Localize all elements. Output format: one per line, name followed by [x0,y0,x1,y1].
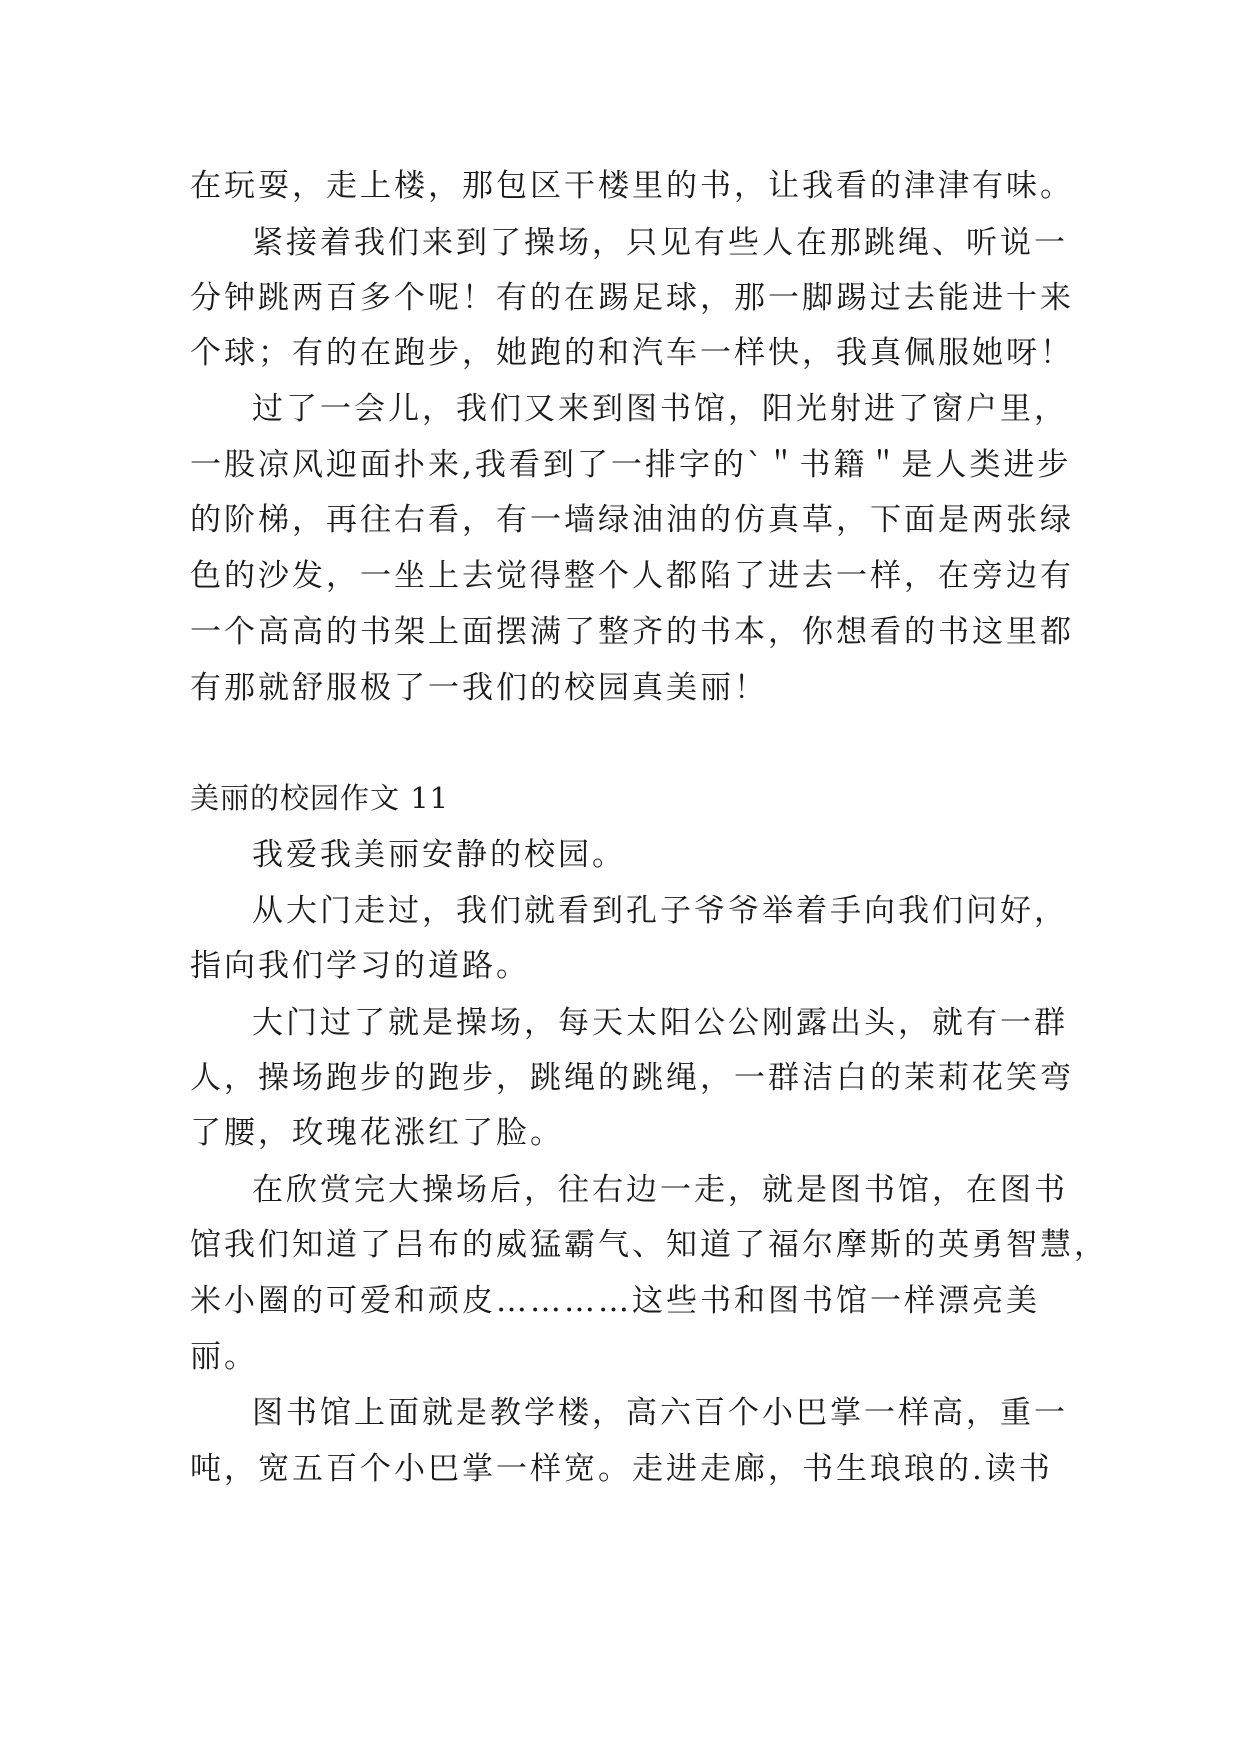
text-line: 过了一会儿，我们又来到图书馆，阳光射进了窗户里， [252,391,1068,427]
text-line: 有那就舒服极了一我们的校园真美丽！ [190,670,768,706]
text-line: 个球；有的在跑步，她跑的和汽车一样快，我真佩服她呀！ [190,335,1074,371]
text-line: 在玩耍，走上楼，那包区干楼里的书，让我看的津津有味。 [190,168,1074,204]
text-line: 在欣赏完大操场后，往右边一走，就是图书馆，在图书 [252,1172,1068,1208]
text-line: 了腰，玫瑰花涨红了脸。 [190,1115,564,1151]
text-line: 我爱我美丽安静的校园。 [252,837,626,873]
text-line: 图书馆上面就是教学楼，高六百个小巴掌一样高，重一 [252,1395,1068,1431]
text-line: 色的沙发，一坐上去觉得整个人都陷了进去一样，在旁边有 [190,558,1074,594]
text-line: 紧接着我们来到了操场，只见有些人在那跳绳、听说一 [252,225,1068,261]
text-line: 大门过了就是操场，每天太阳公公刚露出头，就有一群 [252,1005,1068,1041]
text-line: 一股凉风迎面扑来,我看到了一排字的`＂书籍＂是人类进步 [190,447,1072,483]
text-line: 从大门走过，我们就看到孔子爷爷举着手向我们问好， [252,893,1068,929]
text-line: 分钟跳两百多个呢！有的在踢足球，那一脚踢过去能进十来 [190,280,1074,316]
text-line: 米小圈的可爱和顽皮…………这些书和图书馆一样漂亮美 [190,1283,1040,1319]
text-line: 的阶梯，再往右看，有一墙绿油油的仿真草，下面是两张绿 [190,502,1074,538]
text-line: 馆我们知道了吕布的威猛霸气、知道了福尔摩斯的英勇智慧， [190,1227,1108,1263]
section-heading: 美丽的校园作文 11 [190,781,450,815]
text-line: 丽。 [190,1339,258,1375]
text-line: 一个高高的书架上面摆满了整齐的书本，你想看的书这里都 [190,614,1074,650]
text-line: 指向我们学习的道路。 [190,948,530,984]
text-line: 吨，宽五百个小巴掌一样宽。走进走廊，书生琅琅的.读书 [190,1451,1053,1487]
text-line: 人，操场跑步的跑步，跳绳的跳绳，一群洁白的茉莉花笑弯 [190,1060,1074,1096]
